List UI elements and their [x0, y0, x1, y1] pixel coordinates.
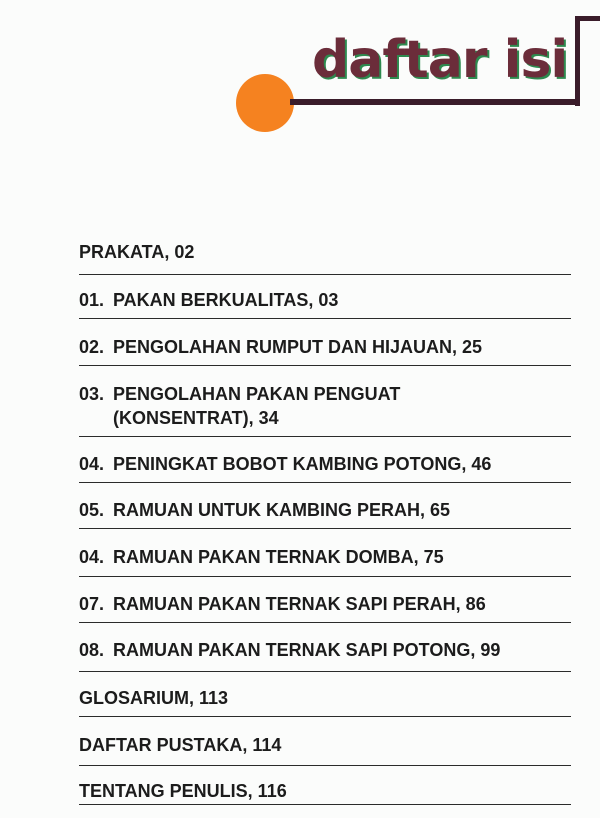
bracket-side-bar [575, 16, 580, 106]
toc-item-number: 04. [79, 454, 105, 474]
toc-item-text: PENINGKAT BOBOT KAMBING POTONG, 46 [113, 454, 492, 474]
toc-item-text: RAMUAN UNTUK KAMBING PERAH, 65 [113, 500, 451, 520]
toc-item-text: GLOSARIUM, 113 [79, 688, 229, 708]
toc-item-number: 08. [79, 640, 105, 660]
toc-item-text: PENGOLAHAN PAKAN PENGUAT (KONSENTRAT), 34 [113, 384, 401, 428]
toc-item-prakata[interactable] [79, 240, 571, 275]
toc-item-text: RAMUAN PAKAN TERNAK DOMBA, 75 [113, 547, 444, 567]
toc-item-01[interactable] [79, 288, 571, 319]
title-underline-bar [290, 99, 580, 105]
toc-item-glosarium[interactable] [79, 686, 571, 717]
toc-item-text: PENGOLAHAN RUMPUT DAN HIJAUAN, 25 [113, 337, 483, 357]
toc-item-number: 05. [79, 500, 105, 520]
toc-item-07[interactable] [79, 592, 571, 623]
toc-item-tentang-penulis[interactable] [79, 779, 571, 805]
toc-item-number: 02. [79, 337, 105, 357]
toc-item-03[interactable] [79, 382, 571, 437]
toc-item-text: PAKAN BERKUALITAS, 03 [113, 290, 339, 310]
orange-circle-decoration [236, 74, 294, 132]
toc-item-daftar-pustaka[interactable] [79, 733, 571, 766]
toc-item-text: RAMUAN PAKAN TERNAK SAPI POTONG, 99 [113, 640, 501, 660]
toc-item-05[interactable] [79, 498, 571, 529]
toc-item-text: PRAKATA, 02 [79, 242, 195, 262]
toc-item-text: DAFTAR PUSTAKA, 114 [79, 735, 282, 755]
toc-item-number: 04. [79, 547, 105, 567]
page-title: daftar isi [312, 30, 568, 90]
toc-item-number: 07. [79, 594, 105, 614]
toc-item-04[interactable] [79, 452, 571, 483]
toc-item-text: TENTANG PENULIS, 116 [79, 781, 287, 801]
toc-item-number: 01. [79, 290, 105, 310]
toc-item-08[interactable] [79, 638, 571, 672]
toc-item-06[interactable] [79, 545, 571, 577]
toc-item-number: 03. [79, 384, 105, 404]
toc-item-02[interactable] [79, 335, 571, 366]
toc-item-text: RAMUAN PAKAN TERNAK SAPI PERAH, 86 [113, 594, 486, 614]
